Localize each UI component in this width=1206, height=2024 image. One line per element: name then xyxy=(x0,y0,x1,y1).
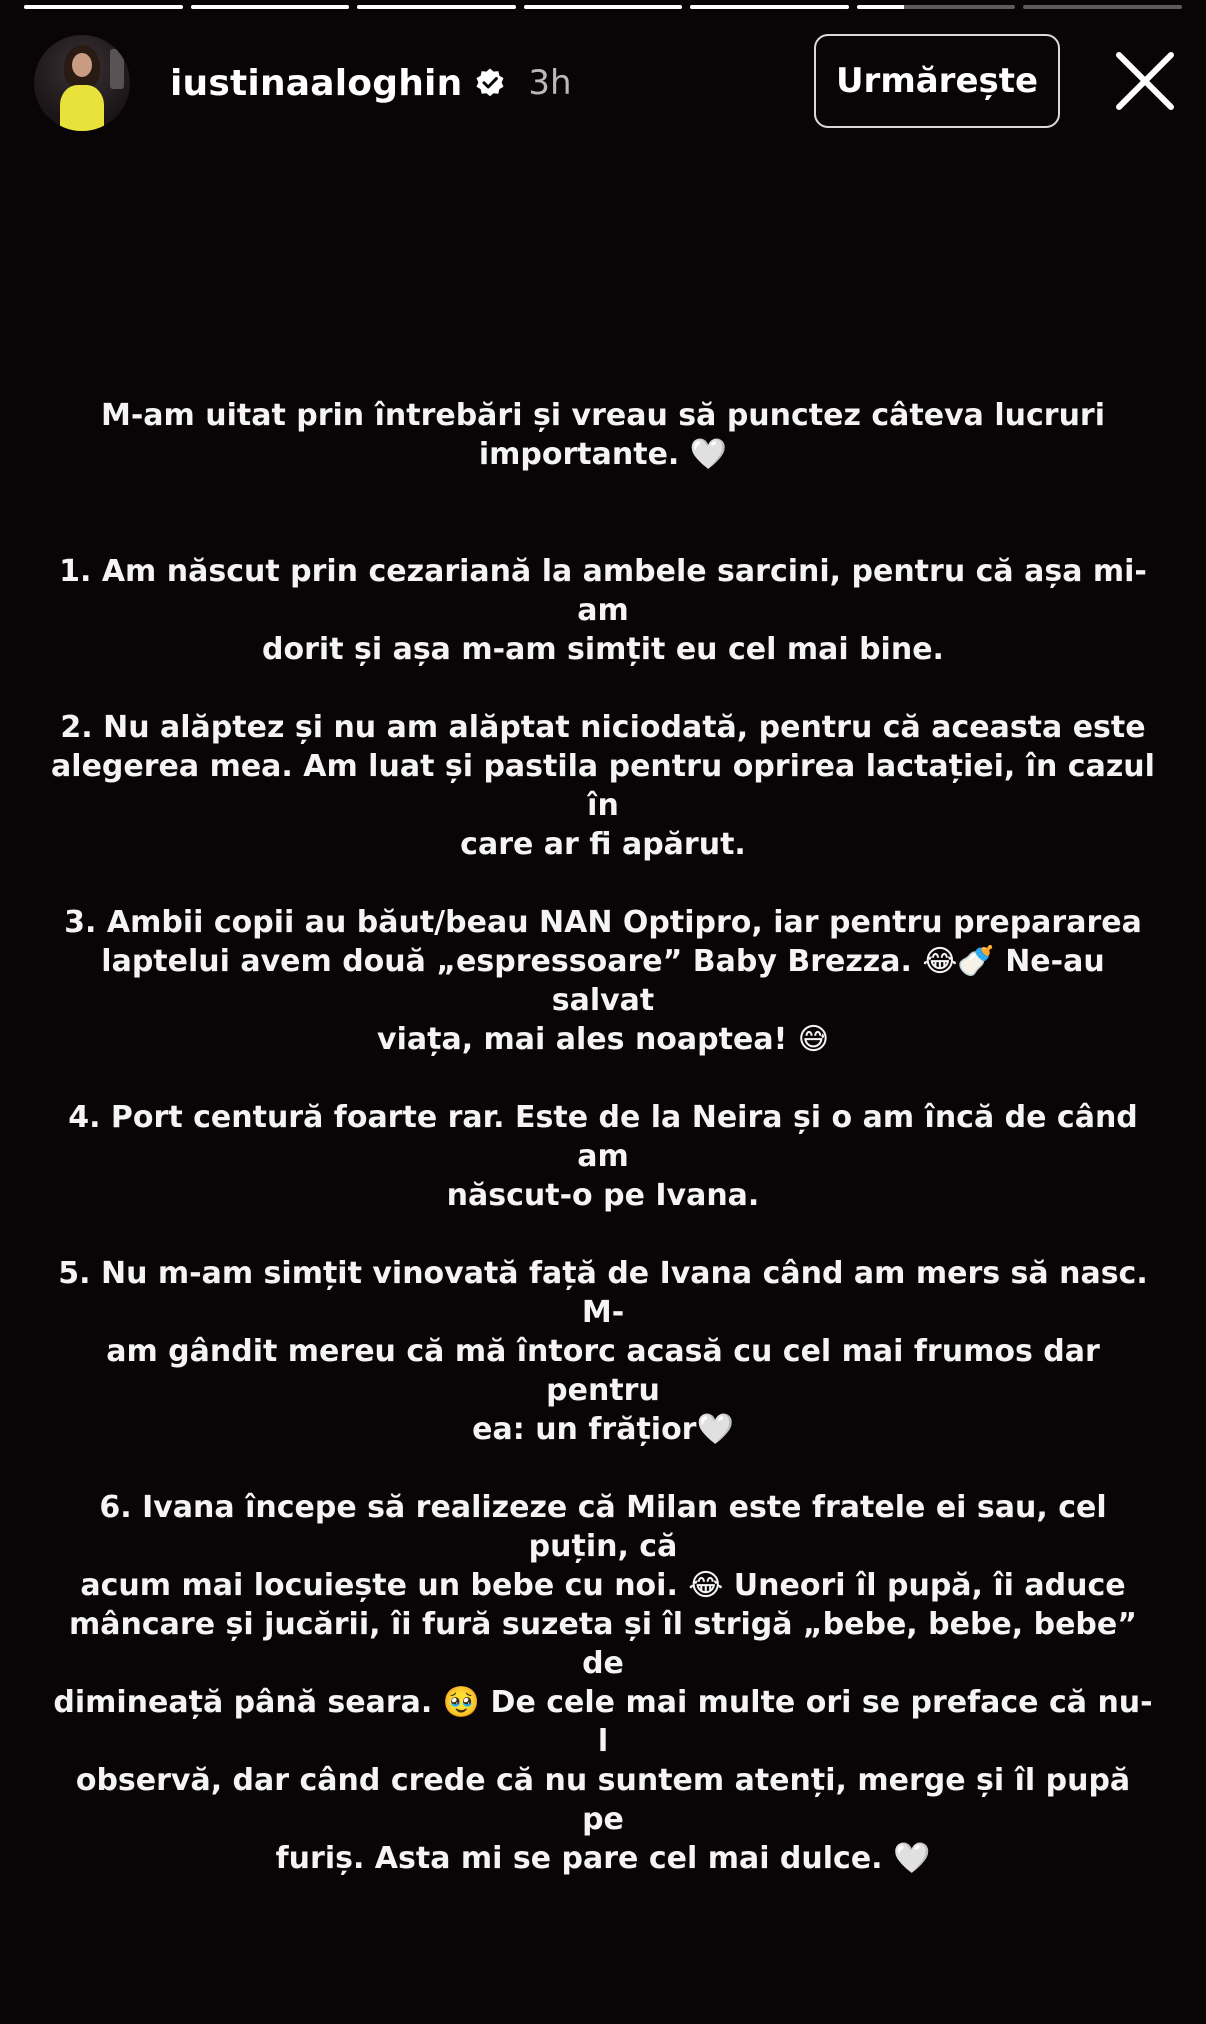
story-progress-segment xyxy=(1023,5,1182,9)
story-intro-text: M-am uitat prin întrebări și vreau să punctez câteva lucruri importante. 🤍 xyxy=(100,398,1106,472)
avatar-face xyxy=(72,53,92,77)
story-text xyxy=(50,396,1156,1917)
story-point-4: 4. Port centură foarte rar. Este de la Neira și o am încă de când am născut-o pe Ivana. xyxy=(68,1100,1138,1213)
avatar-dress xyxy=(60,85,104,131)
close-icon xyxy=(1114,50,1176,112)
story-point-3: 3. Ambii copii au băut/beau NAN Optipro, iar pentru prepararea laptelui avem două „espressoare” Baby Brezza. 😂🍼 Ne-au salvat viața, mai ales noaptea! 😅 xyxy=(64,905,1142,1057)
avatar-background-light xyxy=(110,49,124,89)
story-progress-fill xyxy=(857,5,905,9)
story-progress-fill xyxy=(24,5,183,9)
follow-button[interactable]: Urmărește xyxy=(814,34,1060,128)
story-progress-segment xyxy=(857,5,1016,9)
story-point-1: 1. Am născut prin cezariană la ambele sarcini, pentru că așa mi-am dorit și așa m-am simțit eu cel mai bine. xyxy=(59,554,1147,667)
story-progress-fill xyxy=(191,5,350,9)
story-progress-segment xyxy=(690,5,849,9)
story-progress-fill xyxy=(690,5,849,9)
story-progress-bar xyxy=(24,5,1182,9)
story-progress-segment xyxy=(357,5,516,9)
story-progress-fill xyxy=(357,5,516,9)
post-time: 3h xyxy=(528,63,572,103)
avatar[interactable] xyxy=(34,35,130,131)
story-progress-segment xyxy=(24,5,183,9)
story-progress-segment xyxy=(191,5,350,9)
verified-badge-icon xyxy=(474,67,506,99)
story-point-2: 2. Nu alăptez și nu am alăptat niciodată, pentru că aceasta este alegerea mea. Am luat și pastila pentru oprirea lactației, în cazul în care ar fi apărut. xyxy=(51,710,1155,862)
username-link[interactable]: iustinaaloghin xyxy=(170,62,463,104)
story-point-5: 5. Nu m-am simțit vinovată față de Ivana când am mers să nasc. M- am gândit mereu că mă întorc acasă cu cel mai frumos dar pentru ea: un frățior🤍 xyxy=(58,1256,1148,1447)
close-button[interactable] xyxy=(1110,46,1180,116)
story-progress-segment xyxy=(524,5,683,9)
story-progress-fill xyxy=(524,5,683,9)
story-header xyxy=(34,34,1182,132)
story-point-6: 6. Ivana începe să realizeze că Milan este fratele ei sau, cel puțin, că acum mai locuiește un bebe cu noi. 😂 Uneori îl pupă, îi aduce mâncare și jucării, îi fură suzeta și îl strigă „bebe, bebe, bebe” de dimineață până seara. 🥹 De cele mai multe ori se preface că nu-l observă, dar când crede că nu suntem atenți, merge și îl pupă pe furiș. Asta mi se pare cel mai dulce. 🤍 xyxy=(53,1490,1153,1876)
